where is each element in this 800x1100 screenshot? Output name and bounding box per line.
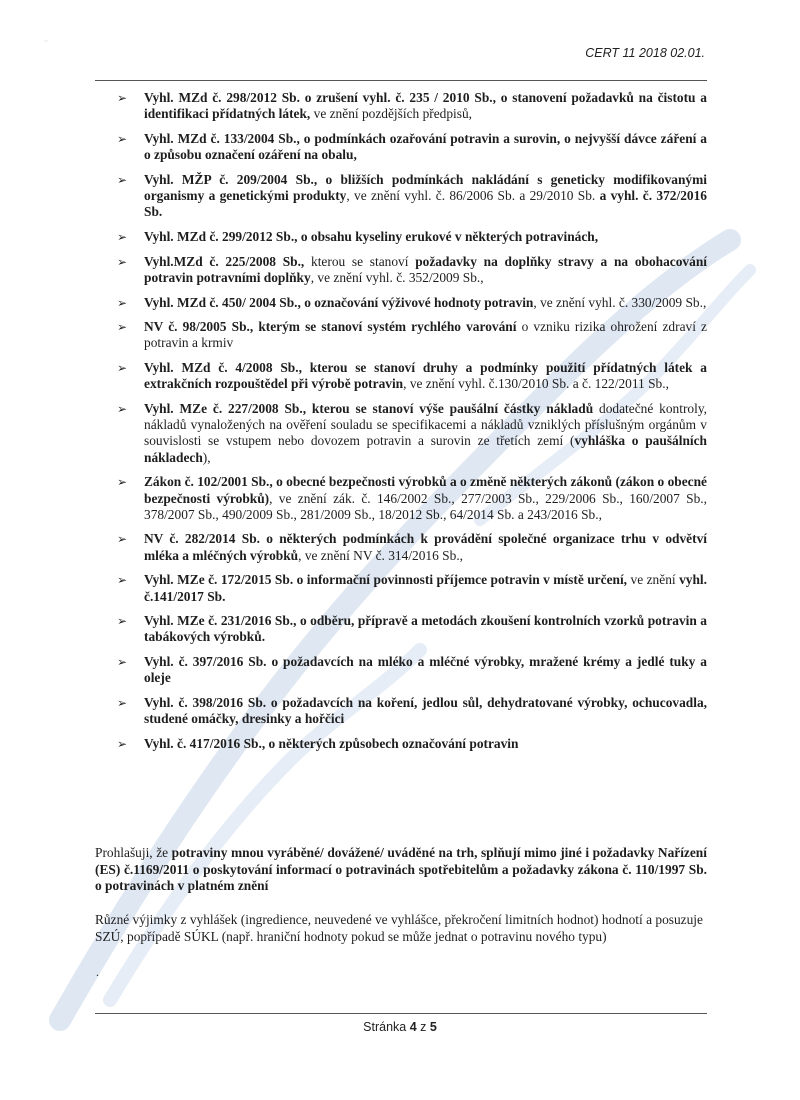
arrow-bullet-icon: ➢ <box>117 402 128 417</box>
regulation-item <box>117 90 707 122</box>
regulation-detail: , ve znění vyhl. č. 352/2009 Sb., <box>310 269 484 285</box>
regulation-title: Zákon č. 102/2001 Sb., o obecné bezpečnosti výrobků a o změně některých zákonů (zákon o obecné bezpečnosti výrobků) <box>144 474 707 506</box>
regulation-title: Vyhl. MZe č. 227/2008 Sb., kterou se stanoví výše paušální částky nákladů <box>144 401 594 417</box>
arrow-bullet-icon: ➢ <box>117 91 128 105</box>
regulation-detail: kterou se stanoví <box>304 253 416 269</box>
regulation-title: Vyhl. MŽP č. 209/2004 Sb., o bližších podmínkách nakládání s geneticky modifikovanými organismy a genetickými produkty <box>144 171 707 204</box>
regulation-detail: ), <box>202 449 211 465</box>
regulation-detail: dodatečné kontroly, nákladů vynaložených na ověření souladu se specifikacemi a nákladů vzniklých příslušným orgánům v souvislosti se vstupem nebo dovozem potravin a surovin ze třetích zemí ( <box>144 401 708 449</box>
regulation-item <box>117 531 707 563</box>
document-reference: CERT 11 2018 02.01. <box>585 46 705 60</box>
arrow-bullet-icon: ➢ <box>117 320 128 335</box>
regulation-title: Vyhl. MZd č. 133/2004 Sb., o podmínkách ozařování potravin a surovin, o nejvyšší dávce záření a o způsobu označení ozáření na obalu, <box>144 130 707 163</box>
arrow-bullet-icon: ➢ <box>117 131 128 146</box>
regulation-title: Vyhl. č. 397/2016 Sb. o požadavcích na mléko a mléčné výrobky, mražené krémy a jedlé tuky a oleje <box>144 654 707 686</box>
stray-dot: . <box>96 965 99 979</box>
regulation-item <box>117 695 707 727</box>
arrow-bullet-icon: ➢ <box>117 475 128 490</box>
regulation-item <box>117 401 707 466</box>
declaration-paragraph <box>95 845 707 895</box>
regulation-detail: ve znění pozdějších předpisů, <box>310 106 473 122</box>
regulation-title: Vyhl. č. 417/2016 Sb., o některých způsobech označování potravin <box>144 736 519 751</box>
arrow-bullet-icon: ➢ <box>117 573 128 588</box>
regulation-title: Vyhl. MZe č. 172/2015 Sb. o informační povinnosti příjemce potravin v místě určení, <box>144 572 628 588</box>
exceptions-note: Různé výjimky z vyhlášek (ingredience, neuvedené ve vyhlášce, překročení limitních hodnot) hodnotí a posuzuje SZÚ, popřípadě SÚKL (např. hraniční hodnoty pokud se může jednat o potravinu nového typu) <box>95 912 703 944</box>
arrow-bullet-icon: ➢ <box>117 361 128 376</box>
regulation-title: NV č. 282/2014 Sb. o některých podmínkách k provádění společné organizace trhu v odvětví mléka a mléčných výrobků <box>144 531 707 563</box>
regulation-title: požadavky na doplňky stravy a na obohacování potravin potravními doplňky <box>144 253 707 285</box>
arrow-bullet-icon: ➢ <box>117 614 128 629</box>
regulation-item <box>117 319 707 351</box>
regulation-item <box>117 360 707 392</box>
arrow-bullet-icon: ➢ <box>117 172 128 187</box>
regulation-title: Vyhl. č. 398/2016 Sb. o požadavcích na koření, jedlou sůl, dehydratované výrobky, ochucovadla, studené omáčky, dresinky a hořčici <box>144 695 707 727</box>
regulation-title: vyhl. č.141/2017 Sb. <box>144 572 707 604</box>
arrow-bullet-icon: ➢ <box>117 229 128 244</box>
regulation-detail: , ve znění NV č. 314/2016 Sb., <box>298 547 464 563</box>
page-total: 5 <box>429 1020 437 1034</box>
arrow-bullet-icon: ➢ <box>117 655 128 670</box>
regulation-item <box>117 613 707 645</box>
arrow-bullet-icon: ➢ <box>117 254 128 269</box>
regulation-title: Vyhl. MZd č. 450/ 2004 Sb., o označování výživové hodnoty potravin <box>144 294 534 310</box>
page-current: 4 <box>409 1020 417 1034</box>
scan-mark: ⁻ <box>44 38 49 47</box>
regulation-title: Vyhl. MZd č. 298/2012 Sb. o zrušení vyhl. č. 235 / 2010 Sb., o stanovení požadavků na čistotu a identifikaci přídatných látek, <box>144 90 707 122</box>
regulation-title: NV č. 98/2005 Sb., kterým se stanoví systém rychlého varování <box>144 319 517 335</box>
regulation-detail: , ve znění vyhl. č. 330/2009 Sb., <box>533 294 707 310</box>
regulation-item <box>117 654 707 686</box>
regulation-item <box>117 131 707 163</box>
regulation-title: a vyhl. č. 372/2016 Sb. <box>144 188 707 220</box>
arrow-bullet-icon: ➢ <box>117 532 128 547</box>
regulation-title: Vyhl. MZd č. 299/2012 Sb., o obsahu kyseliny erukové v některých potravinách, <box>144 228 599 244</box>
regulation-title: Vyhl.MZd č. 225/2008 Sb., <box>144 253 305 269</box>
regulation-detail: , ve znění zák. č. 146/2002 Sb., 277/2003 Sb., 229/2006 Sb., 160/2007 Sb., 378/2007 Sb., 490/2009 Sb., 281/2009 Sb., 18/2012 Sb., 64/2014 Sb. a 243/2016 Sb., <box>144 490 707 522</box>
arrow-bullet-icon: ➢ <box>117 737 128 751</box>
regulation-item <box>117 474 707 523</box>
regulation-item <box>117 295 707 311</box>
regulation-title: vyhláška o paušálních nákladech <box>144 433 708 465</box>
page-label: Stránka <box>363 1020 410 1034</box>
regulation-title: Vyhl. MZd č. 4/2008 Sb., kterou se stanoví druhy a podmínky použití přídatných látek a extrakčních rozpouštědel při výrobě potravin <box>144 360 707 392</box>
regulation-item <box>117 254 707 286</box>
regulation-item <box>117 229 707 245</box>
regulation-detail: , ve znění vyhl. č.130/2010 Sb. a č. 122/2011 Sb., <box>403 376 669 392</box>
regulation-list <box>117 90 707 761</box>
page-separator: z <box>416 1020 430 1034</box>
regulation-item <box>117 172 707 221</box>
regulation-detail: ve znění <box>627 572 680 588</box>
declaration-prefix: Prohlašuji, že <box>95 845 172 860</box>
page-footer <box>0 1020 800 1034</box>
header-divider <box>95 80 707 81</box>
regulation-item <box>117 736 707 752</box>
declaration-bold: potraviny mnou vyráběné/ dovážené/ uváděné na trh, splňují mimo jiné i požadavky Nařízení (ES) č.1169/2011 o poskytování informací o potravinách spotřebitelům a požadavky zákona č. 110/1997 Sb. o potravinách v platném znění <box>95 845 707 894</box>
arrow-bullet-icon: ➢ <box>117 295 128 310</box>
regulation-detail: , ve znění vyhl. č. 86/2006 Sb. a 29/2010 Sb. <box>346 188 596 204</box>
regulation-detail: o vzniku rizika ohrožení zdraví z potravin a krmiv <box>144 319 707 351</box>
arrow-bullet-icon: ➢ <box>117 696 128 711</box>
regulation-title: Vyhl. MZe č. 231/2016 Sb., o odběru, přípravě a metodách zkoušení kontrolních vzorků potravin a tabákových výrobků. <box>144 613 707 645</box>
footer-divider <box>95 1013 707 1014</box>
regulation-item <box>117 572 707 604</box>
